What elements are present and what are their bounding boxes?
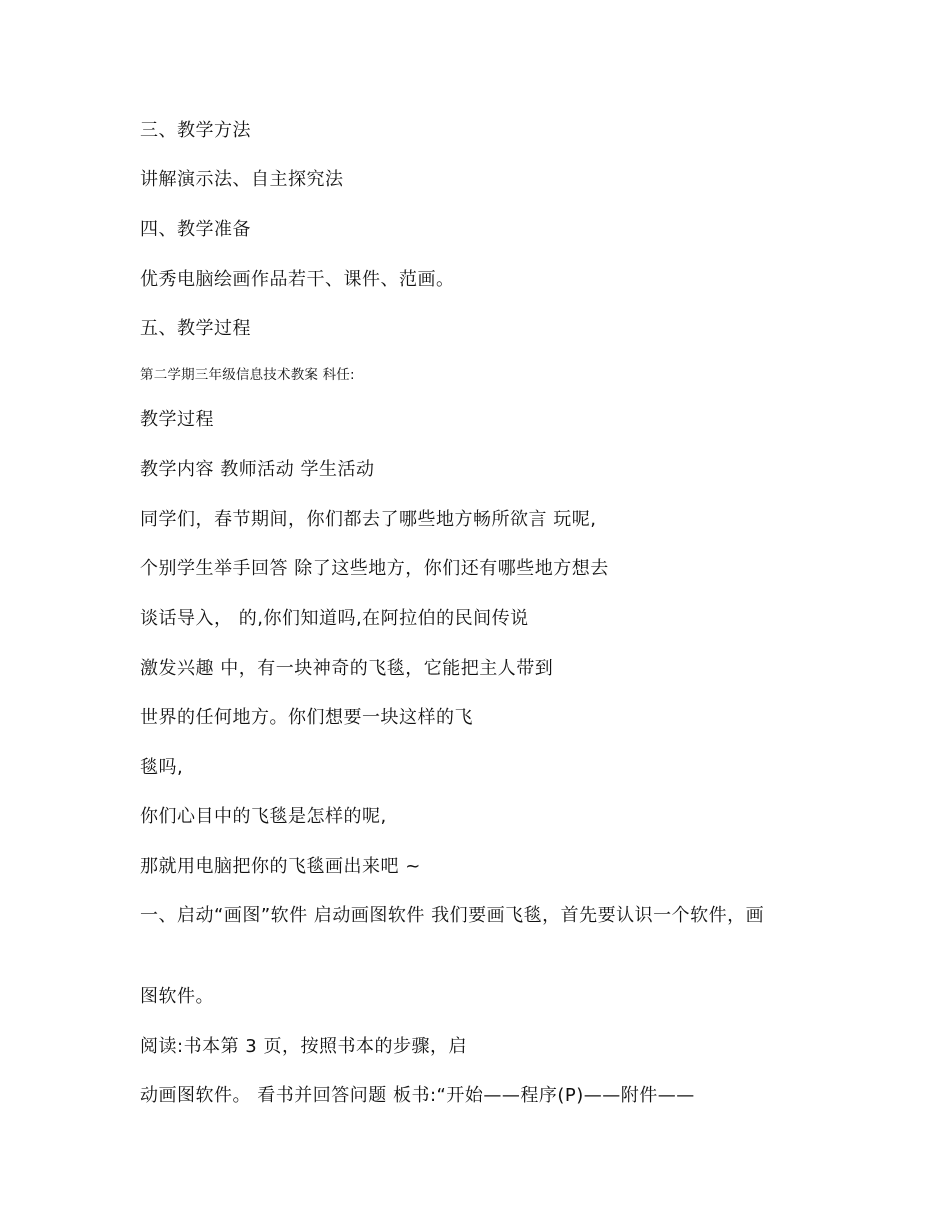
section-heading-preparation: 四、教学准备 xyxy=(140,219,251,240)
body-line-wrapped: 一、启动“画图”软件 启动画图软件 我们要画飞毯，首先要认识一个软件，画 xyxy=(140,905,765,926)
page-header-note: 第二学期三年级信息技术教案 科任: xyxy=(140,367,355,383)
section-heading-process: 五、教学过程 xyxy=(140,318,251,339)
body-line: 激发兴趣 中，有一块神奇的飞毯，它能把主人带到 xyxy=(140,658,554,679)
body-line: 图软件。 xyxy=(140,986,214,1007)
table-header-row: 教学内容 教师活动 学生活动 xyxy=(140,459,375,480)
body-line: 个别学生举手回答 除了这些地方，你们还有哪些地方想去 xyxy=(140,558,609,579)
body-line: 那就用电脑把你的飞毯画出来吧 ~ xyxy=(140,856,421,877)
paragraph-methods: 讲解演示法、自主探究法 xyxy=(140,169,344,190)
section-heading-teaching-methods: 三、教学方法 xyxy=(140,120,251,141)
body-line: 动画图软件。 看书并回答问题 板书:“开始——程序(P)——附件—— xyxy=(140,1085,695,1106)
body-line: 同学们，春节期间，你们都去了哪些地方畅所欲言 玩呢, xyxy=(140,509,597,530)
body-line: 谈话导入， 的,你们知道吗,在阿拉伯的民间传说 xyxy=(140,608,529,629)
body-line: 阅读:书本第 3 页，按照书本的步骤，启 xyxy=(140,1036,467,1057)
subheading-process: 教学过程 xyxy=(140,409,214,430)
paragraph-preparation: 优秀电脑绘画作品若干、课件、范画。 xyxy=(140,269,455,290)
body-line: 毯吗, xyxy=(140,757,184,778)
body-line: 世界的任何地方。你们想要一块这样的飞 xyxy=(140,707,473,728)
body-line: 你们心目中的飞毯是怎样的呢, xyxy=(140,806,387,827)
